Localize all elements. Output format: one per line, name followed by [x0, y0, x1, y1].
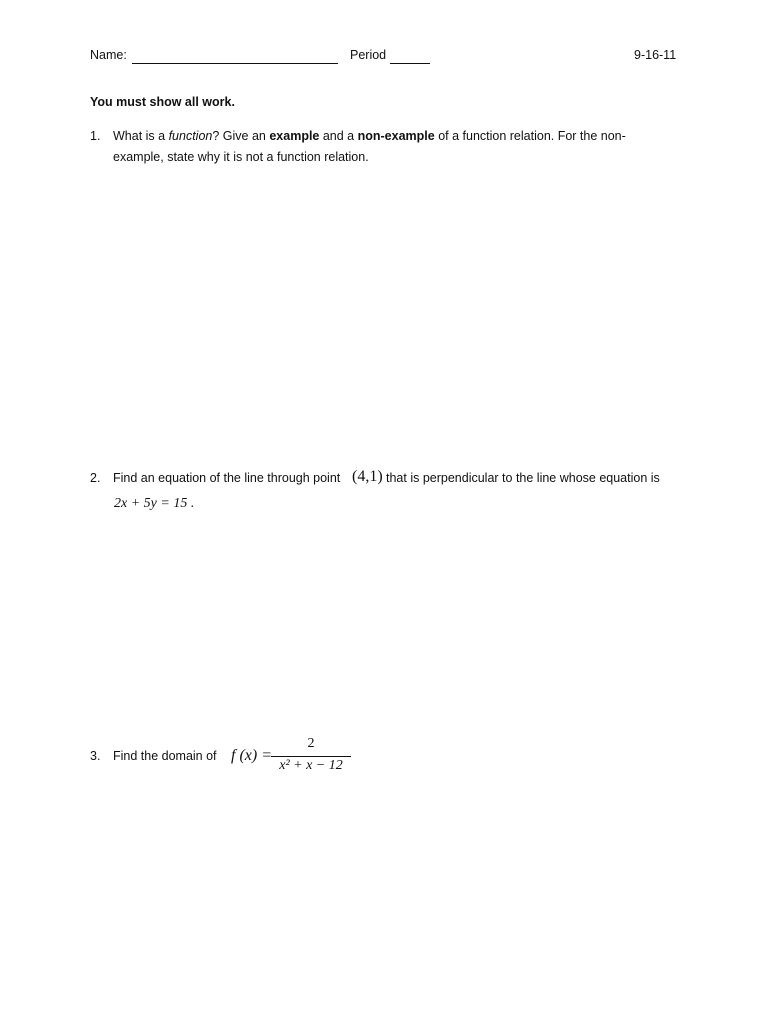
question-1-text — [113, 126, 653, 168]
fraction-bar — [271, 756, 351, 757]
instructions — [90, 95, 235, 109]
q3-denominator: x² + x − 12 — [279, 758, 343, 773]
question-number: 1. — [90, 129, 101, 143]
q2-equation: 2x + 5y = 15 . — [114, 496, 195, 511]
name-blank-field[interactable] — [132, 50, 338, 64]
q3-text: Find the domain of — [113, 749, 217, 763]
date-label: 9-16-11 — [634, 48, 677, 62]
name-label: Name: — [90, 48, 127, 62]
question-number: 3. — [90, 749, 101, 763]
q1-part3: and a — [319, 129, 358, 143]
q1-italic-term: function — [168, 129, 213, 143]
q3-function-lhs: f (x) = — [231, 747, 272, 764]
header-row — [90, 48, 690, 66]
q1-bold-non-example: non-example — [357, 129, 435, 143]
q1-part4: of a function relation. For the non- — [434, 129, 626, 143]
question-3 — [90, 736, 490, 786]
q1-part1: What is a — [113, 129, 169, 143]
q2-text2: that is perpendicular to the line whose equation is — [386, 471, 660, 485]
period-blank-field[interactable] — [390, 50, 430, 64]
q3-numerator: 2 — [307, 736, 315, 751]
question-2 — [90, 468, 690, 518]
q1-line2: example, state why it is not a function relation. — [113, 150, 369, 164]
q2-text: Find an equation of the line through point — [113, 471, 341, 485]
question-number: 2. — [90, 471, 101, 485]
period-label: Period — [350, 48, 387, 62]
q2-point: (4,1) — [352, 468, 383, 485]
q1-bold-example: example — [269, 129, 320, 143]
instructions-text: You must show all work. — [90, 95, 235, 109]
q1-part2: ? Give an — [212, 129, 270, 143]
